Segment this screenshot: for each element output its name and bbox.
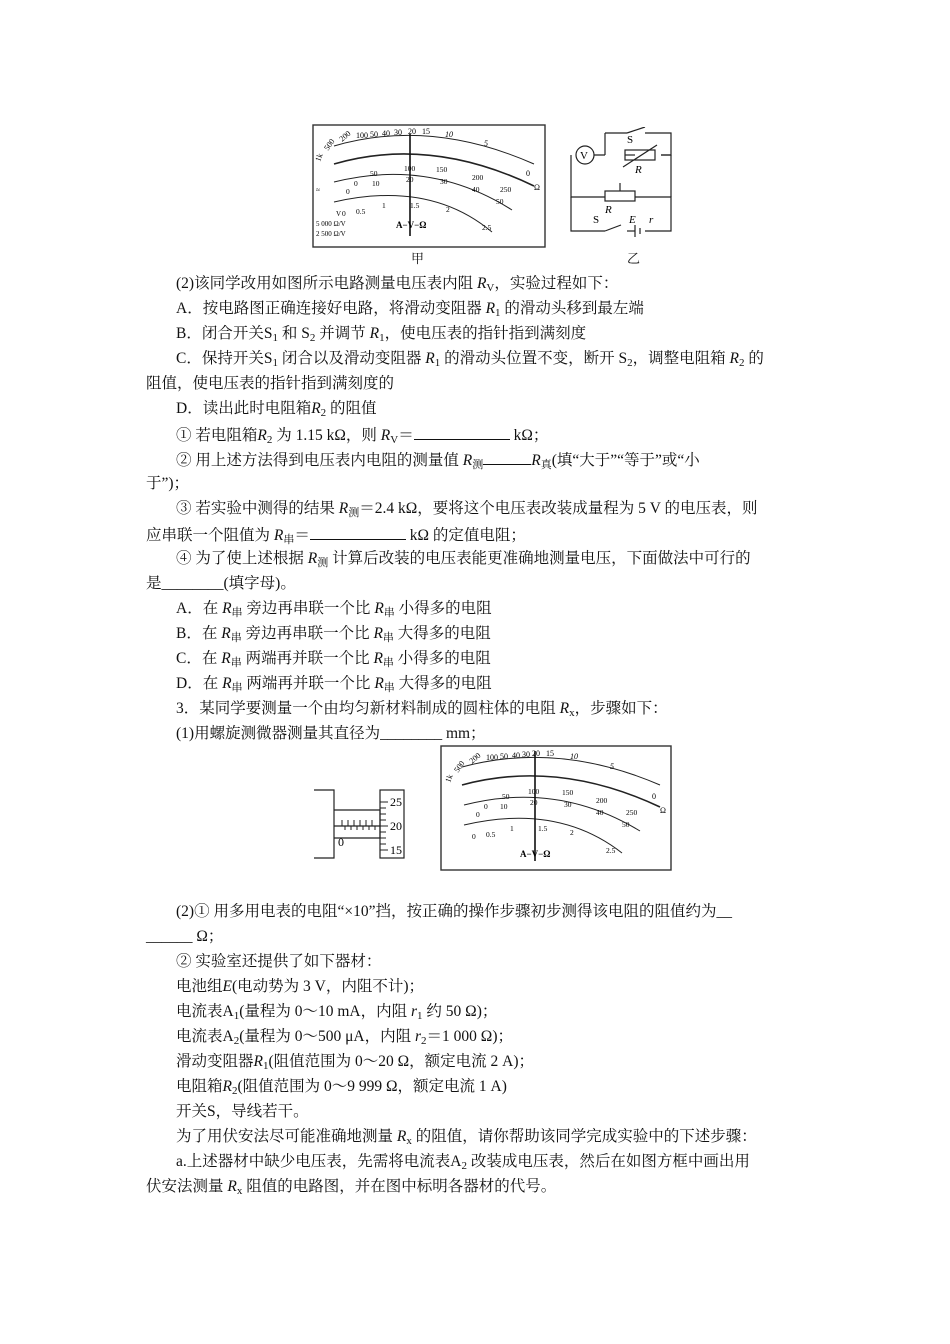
caption-yi: 乙 bbox=[627, 251, 641, 266]
scale2-50: 50 bbox=[370, 169, 378, 178]
scale4-0.5: 0.5 bbox=[356, 207, 366, 216]
ohm-scale-0: 0 bbox=[526, 169, 530, 178]
text-line-6: D．读出此时电阻箱$R_2$ 的阻值 bbox=[176, 400, 377, 419]
m2-ohm-1k: 1k bbox=[443, 773, 455, 784]
scale3-50: 50 bbox=[496, 197, 504, 206]
ohm-scale-40: 40 bbox=[382, 129, 390, 138]
equip-resistance-box: 电阻箱$R_2$(阻值范围为 0～9 999 Ω，额定电流 1 A) bbox=[176, 1078, 507, 1097]
scale3-40: 40 bbox=[472, 185, 480, 194]
m2-s4-2.5: 2.5 bbox=[606, 846, 616, 855]
m2-s2-150: 150 bbox=[562, 788, 574, 797]
micrometer-zero: 0 bbox=[338, 835, 344, 849]
m2-ohm-20: 20 bbox=[532, 749, 540, 758]
scale2-200: 200 bbox=[472, 173, 484, 182]
scale4-2: 2 bbox=[446, 205, 450, 214]
scale2-100: 100 bbox=[404, 164, 416, 173]
text-line-13: 是________(填字母)。 bbox=[146, 575, 296, 592]
text-line-8: ② 用上述方法得到电压表内电阻的测量值 $R_测$ $R_真$(填“大于”“等于”或“小 bbox=[176, 448, 811, 476]
text-line-22: ② 实验室还提供了如下器材： bbox=[176, 953, 382, 970]
text-line-10: ③ 若实验中测得的结果 $R_测=2.4$ kΩ，要将这个电压表改装成量程为 5 V 的电压表，则 bbox=[176, 500, 758, 519]
caption-jia: 甲 bbox=[411, 251, 425, 266]
m2-s2-50: 50 bbox=[502, 792, 510, 801]
emf-label: E bbox=[629, 214, 636, 226]
option-a: A．在 $R_串$ 旁边再串联一个比 $R_串$ 小得多的电阻 bbox=[176, 600, 492, 619]
text-line-31: 伏安法测量 $R_x$ 阻值的电路图，并在图中标明各器材的代号。 bbox=[146, 1178, 557, 1197]
scale3-10: 10 bbox=[372, 179, 380, 188]
text-line-30: a.上述器材中缺少电压表，先需将电流表$A_2$ 改装成电压表，然后在如图方框中画出用 bbox=[176, 1153, 750, 1172]
text-line-2: A．按电路图正确连接好电路，将滑动变阻器 $R_1$ 的滑动头移到最左端 bbox=[176, 300, 644, 319]
meter-label: A−V−Ω bbox=[396, 220, 427, 230]
m2-ohm-5: 5 bbox=[610, 762, 614, 771]
ohm-scale-20: 20 bbox=[408, 127, 416, 136]
text-line-9: 于”)； bbox=[146, 475, 190, 492]
scale2-250: 250 bbox=[500, 185, 512, 194]
scale4-1.5: 1.5 bbox=[410, 201, 420, 210]
figure-meter-2 bbox=[440, 745, 672, 871]
scale3-20: 20 bbox=[406, 175, 414, 184]
ohm-scale-1k: 1k bbox=[313, 152, 325, 163]
m2-ohm-15: 15 bbox=[546, 749, 554, 758]
option-c: C．在 $R_串$ 两端再并联一个比 $R_串$ 小得多的电阻 bbox=[176, 650, 491, 669]
s1-label: S bbox=[593, 214, 600, 226]
text-line-18: 3．某同学要测量一个由均匀新材料制成的圆柱体的电阻 $R_x$，步骤如下： bbox=[176, 700, 668, 719]
ohm-scale-100: 100 bbox=[356, 131, 368, 140]
m2-s4-1: 1 bbox=[510, 824, 514, 833]
m2-ohm-50: 50 bbox=[500, 752, 508, 761]
m2-s2-250: 250 bbox=[626, 808, 638, 817]
s2-label: S bbox=[627, 134, 634, 146]
m2-s2-200: 200 bbox=[596, 796, 608, 805]
text-line-29: 为了用伏安法尽可能准确地测量 $R_x$ 的阻值，请你帮助该同学完成实验中的下述步骤： bbox=[176, 1128, 757, 1147]
m2-ohm-500: 500 bbox=[452, 759, 467, 775]
option-d: D．在 $R_串$ 两端再并联一个比 $R_串$ 大得多的电阻 bbox=[176, 675, 492, 694]
m2-s4-2: 2 bbox=[570, 828, 574, 837]
m2-s3-40: 40 bbox=[596, 808, 604, 817]
ohm-scale-500: 500 bbox=[322, 137, 337, 153]
meter-2-label: A−V−Ω bbox=[520, 849, 551, 859]
m2-ohm-200: 200 bbox=[467, 750, 483, 766]
m2-s2-0: 0 bbox=[484, 802, 488, 811]
text-line-19: (1)用螺旋测微器测量其直径为________ mm； bbox=[176, 725, 486, 742]
m2-s3-30: 30 bbox=[564, 800, 572, 809]
ohm-scale-50: 50 bbox=[370, 130, 378, 139]
m2-ohm-symbol: Ω bbox=[660, 806, 666, 815]
ac-symbol: ≈ bbox=[316, 186, 320, 194]
text-line-4: C．保持开关$S_1$ 闭合以及滑动变阻器 $R_1$ 的滑动头位置不变，断开 $S_2$，调整电阻箱 $R_2$ 的 bbox=[176, 350, 764, 369]
dc-symbol: V bbox=[336, 210, 342, 218]
m2-ohm-40: 40 bbox=[512, 751, 520, 760]
micrometer-tick-15: 15 bbox=[390, 843, 402, 857]
m2-ohm-10: 10 bbox=[570, 752, 578, 761]
text-line-3: B．闭合开关$S_1$ 和 $S_2$ 并调节 $R_1$，使电压表的指针指到满刻度 bbox=[176, 325, 587, 344]
micrometer-tick-20: 20 bbox=[390, 819, 402, 833]
m2-s3-10: 10 bbox=[500, 802, 508, 811]
text-line-20: (2)① 用多用电表的电阻“×10”挡，按正确的操作步骤初步测得该电阻的阻值约为__ bbox=[176, 903, 732, 920]
scale4-1: 1 bbox=[382, 201, 386, 210]
ohm-scale-30: 30 bbox=[394, 128, 402, 137]
option-b: B．在 $R_串$ 旁边再串联一个比 $R_串$ 大得多的电阻 bbox=[176, 625, 491, 644]
m2-s3-0: 0 bbox=[476, 810, 480, 819]
m2-s4-0: 0 bbox=[472, 832, 476, 841]
m2-s3-20: 20 bbox=[530, 798, 538, 807]
meter-spec-2: 2 500 Ω/V bbox=[316, 230, 346, 238]
meter-spec-1: 5 000 Ω/V bbox=[316, 220, 346, 228]
scale3-0: 0 bbox=[346, 187, 350, 196]
text-line-5: 阻值，使电压表的指针指到满刻度的 bbox=[146, 375, 395, 392]
m2-ohm-30: 30 bbox=[522, 750, 530, 759]
ohm-symbol: Ω bbox=[534, 183, 540, 192]
m2-ohm-0: 0 bbox=[652, 792, 656, 801]
r2-label: R bbox=[635, 164, 642, 176]
equip-ammeter-1: 电流表$A_1$(量程为 0～10 mA，内阻 $r_1$ 约 50 Ω)； bbox=[176, 1003, 498, 1022]
m2-s4-0.5: 0.5 bbox=[486, 830, 496, 839]
equip-rheostat: 滑动变阻器$R_1$(阻值范围为 0～20 Ω，额定电流 2 A)； bbox=[176, 1053, 535, 1072]
m2-ohm-100: 100 bbox=[486, 753, 498, 762]
ohm-scale-10: 10 bbox=[445, 130, 453, 139]
text-line-12: ④ 为了使上述根据 $R_测$ 计算后改装的电压表能更准确地测量电压，下面做法中可行的 bbox=[176, 550, 751, 569]
m2-s3-50: 50 bbox=[622, 820, 630, 829]
equip-switch: 开关S，导线若干。 bbox=[176, 1103, 309, 1120]
scale2-0: 0 bbox=[354, 179, 358, 188]
text-line-21: ______ Ω； bbox=[146, 928, 224, 945]
m2-s4-1.5: 1.5 bbox=[538, 824, 548, 833]
equip-battery: 电池组E(电动势为 3 V，内阻不计)； bbox=[176, 978, 425, 995]
text-line-1: (2)该同学改用如图所示电路测量电压表内阻 $R_V$，实验过程如下： bbox=[176, 275, 619, 294]
ohm-scale-200: 200 bbox=[337, 128, 353, 144]
figure-circuit-yi bbox=[565, 127, 675, 239]
text-line-7: ① 若电阻箱$R_2$ 为 1.15 kΩ，则 $R_V= k\Omega$； bbox=[176, 423, 811, 451]
ohm-scale-5: 5 bbox=[484, 139, 488, 148]
micrometer-tick-25: 25 bbox=[390, 795, 402, 809]
figure-meter-jia bbox=[312, 124, 546, 248]
figure-micrometer bbox=[314, 788, 424, 862]
scale4-2.5: 2.5 bbox=[482, 223, 492, 232]
equip-ammeter-2: 电流表$A_2$(量程为 0～500 μA，内阻 $r_2=1$ 000 Ω)； bbox=[176, 1028, 513, 1047]
scale4-0: 0 bbox=[342, 209, 346, 218]
m2-s2-100: 100 bbox=[528, 787, 540, 796]
scale2-150: 150 bbox=[436, 165, 448, 174]
internal-r-label: r bbox=[649, 214, 654, 226]
ohm-scale-15: 15 bbox=[422, 127, 430, 136]
text-line-11: 应串联一个阻值为 $R_串= k\Omega$ 的定值电阻； bbox=[146, 523, 811, 551]
scale3-30: 30 bbox=[440, 177, 448, 186]
voltmeter-label: V bbox=[580, 150, 588, 162]
r1-label: R bbox=[605, 204, 612, 216]
